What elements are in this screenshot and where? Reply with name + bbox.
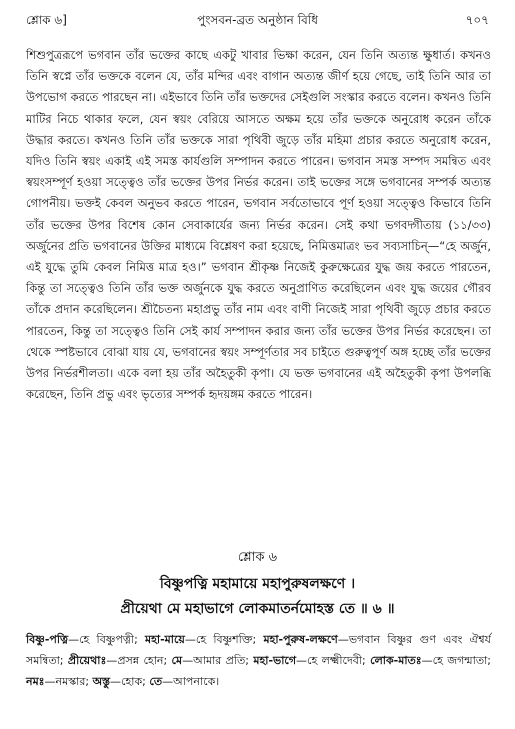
synonym-meaning: —প্রসন্ন হোন; bbox=[106, 654, 172, 667]
synonym-meaning: —হে বিষ্ণুপত্নী; bbox=[68, 633, 146, 646]
synonym-term: মহা-পুরুষ-লক্ষণে bbox=[263, 633, 338, 646]
synonym-term: নমঃ bbox=[26, 675, 45, 688]
synonym-meaning: —নমস্কার; bbox=[44, 675, 93, 688]
synonym-meaning: —আপনাকে। bbox=[162, 675, 220, 688]
synonym-meaning: —ভগবান বিষ্ণুর গুণ এবং ঐশ্বর্য সমন্বিতা; bbox=[26, 633, 492, 667]
running-header bbox=[26, 12, 489, 32]
synonym-term: অস্তু bbox=[92, 675, 111, 688]
purport-paragraph: শিশুপুত্ররূপে ভগবান তাঁর ভক্তের কাছে একটু খাবার ভিক্ষা করেন, যেন তিনি অত্যন্ত ক্ষুধার্ত। কখনও তিনি স্বপ্নে তাঁর ভক্তকে বলেন যে, তাঁর মন্দির এবং বাগান অত্যন্ত জীর্ণ হয়ে গেছে, তাই তিনি আর তা উপভোগ করতে পারছেন না। এইভাবে তিনি তাঁর ভক্তদের সেইগুলি সংস্কার করতে বলেন। কখনও তিনি মাটির নিচে থাকার ফলে, যেন স্বয়ং বেরিয়ে আসতে অক্ষম হয়ে তাঁর ভক্তকে অনুরোধ করেন তাঁকে উদ্ধার করতে। কখনও তিনি তাঁর ভক্তকে সারা পৃথিবী জুড়ে তাঁর মহিমা প্রচার করতে অনুরোধ করেন, যদিও তিনি স্বয়ং একাই এই সমস্ত কার্যগুলি সম্পাদন করতে পারেন। ভগবান সমস্ত সম্পদ সমন্বিত এবং স্বয়ংসম্পূর্ণ হওয়া সত্ত্বেও তাঁর ভক্তের উপর নির্ভর করেন। তাই ভক্তের সঙ্গে ভগবানের সম্পর্ক অত্যন্ত গোপনীয়। ভক্তই কেবল অনুভব করতে পারেন, ভগবান সর্বতোভাবে পূর্ণ হওয়া সত্ত্বেও কিভাবে তিনি তাঁর ভক্তের উপর বিশেষ কোন সেবাকার্যের জন্য নির্ভর করেন। সেই কথা ভগবদ্গীতায় (১১/৩৩) অর্জুনের প্রতি ভগবানের উক্তির মাধ্যমে বিশ্লেষণ করা হয়েছে, নিমিত্তমাত্রং ভব সব্যসাচিন্‌—“হে অর্জুন, এই যুদ্ধে তুমি কেবল নিমিত্ত মাত্র হও।” ভগবান শ্রীকৃষ্ণ নিজেই কুরুক্ষেত্রের যুদ্ধ জয় করতে পারতেন, কিন্তু তা সত্ত্বেও তিনি তাঁর ভক্ত অর্জুনকে যুদ্ধ করতে অনুপ্রাণিত করেছিলেন এবং যুদ্ধ জয়ের গৌরব তাঁকে প্রদান করেছিলেন। শ্রীচৈতন্য মহাপ্রভু তাঁর নাম এবং বাণী নিজেই সারা পৃথিবী জুড়ে প্রচার করতে পারতেন, কিন্তু তা সত্ত্বেও তিনি সেই কার্য সম্পাদন করার জন্য তাঁর ভক্তের উপর নির্ভর করেছেন। তা থেকে স্পষ্টভাবে বোঝা যায় যে, ভগবানের স্বয়ং সম্পূর্ণতার সব চাইতে গুরুত্বপূর্ণ অঙ্গ হচ্ছে তাঁর ভক্তের উপর নির্ভরশীলতা। একে বলা হয় তাঁর অহৈতুকী কৃপা। যে ভক্ত ভগবানের এই অহৈতুকী কৃপা উপলব্ধি করেছেন, তিনি প্রভু এবং ভৃত্যের সম্পর্ক হৃদয়ঙ্গম করতে পারেন। bbox=[26, 48, 491, 402]
synonym-meaning: —আমার প্রতি; bbox=[182, 654, 254, 667]
synonym-term: মহা-মায়ে bbox=[145, 633, 185, 646]
synonym-term: বিষ্ণু-পত্নি bbox=[26, 633, 69, 646]
verse-reference: শ্লোক ৬] bbox=[26, 13, 67, 27]
synonym-term: তে bbox=[149, 675, 163, 688]
synonym-term: মহা-ভাগে bbox=[253, 654, 297, 667]
word-for-word-synonyms bbox=[26, 629, 491, 692]
synonym-meaning: —হে বিষ্ণুশক্তি; bbox=[184, 633, 264, 646]
synonym-meaning: —হোক; bbox=[110, 675, 150, 688]
page-number: ৭০৭ bbox=[465, 13, 489, 27]
chapter-title: পুংসবন-ব্রত অনুষ্ঠান বিধি bbox=[197, 13, 318, 27]
verse-line-1: বিষ্ণুপত্নি মহামায়ে মহাপুরুষলক্ষণে । bbox=[159, 576, 356, 592]
purport-text bbox=[26, 45, 491, 405]
verse-heading: শ্লোক ৬ bbox=[237, 550, 278, 565]
synonym-meaning: —হে লক্ষ্মীদেবী; bbox=[296, 654, 371, 667]
synonym-term: মে bbox=[171, 654, 183, 667]
synonym-term: প্রীয়েথাঃ bbox=[67, 654, 107, 667]
synonym-term: লোক-মাতঃ bbox=[370, 654, 422, 667]
verse-line-2: প্রীয়েথা মে মহাভাগে লোকমাতর্নমোহস্ত তে ॥ ৬ ॥ bbox=[120, 601, 395, 617]
sanskrit-verse bbox=[0, 572, 515, 622]
synonym-meaning: —হে জগন্মাতা; bbox=[421, 654, 491, 667]
